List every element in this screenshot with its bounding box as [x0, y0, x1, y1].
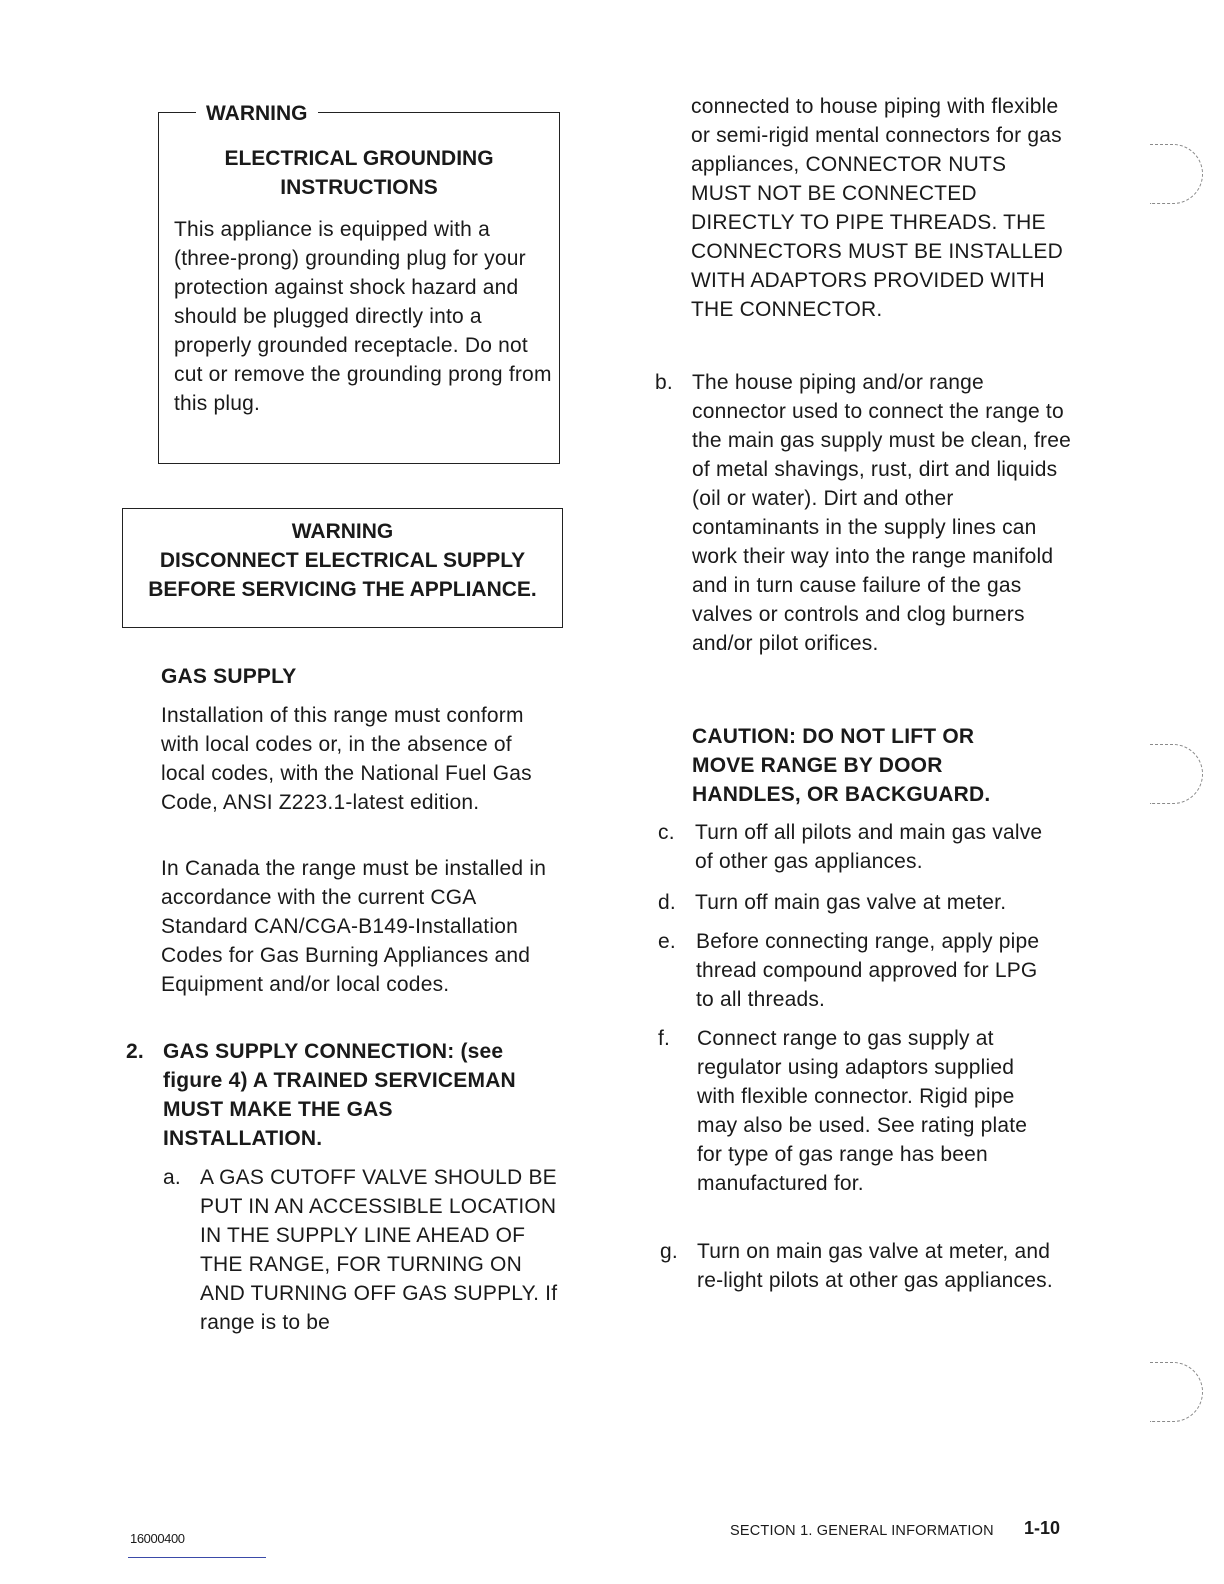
item-b-text: The house piping and/or range connector used to connect the range to the main gas supply must be clean, free of metal shavings, rust, dirt and liquids (oil or water). Dirt and other contaminants in the supply lines can work their way into the range manifold and in turn cause failure of the gas valves or controls and clog burners and/or pilot orifices.	[692, 371, 1072, 655]
warning-heading	[160, 144, 558, 202]
item-a-text: A GAS CUTOFF VALVE SHOULD BE PUT IN AN ACCESSIBLE LOCATION IN THE SUPPLY LINE AHEAD OF THE RANGE, FOR TURNING ON AND TURNING OFF GAS SUPPLY. If range is to be	[200, 1166, 558, 1334]
document-number: 16000400	[130, 1531, 185, 1546]
item-d-letter: d.	[658, 891, 676, 914]
gas-supply-paragraph-1: Installation of this range must conform with local codes or, in the absence of local codes, with the National Fuel Gas Code, ANSI Z223.1-latest edition.	[161, 704, 532, 814]
item-f-text: Connect range to gas supply at regulator using adaptors supplied with flexible connector. Rigid pipe may also be used. See rating plate for type of gas range has been manufactured for.	[697, 1027, 1028, 1195]
item-e-text: Before connecting range, apply pipe thread compound approved for LPG to all threads.	[696, 930, 1040, 1011]
item-g-text: Turn on main gas valve at meter, and re-light pilots at other gas appliances.	[697, 1240, 1053, 1292]
binder-hole	[1150, 1362, 1203, 1422]
gas-supply-heading: GAS SUPPLY	[161, 665, 297, 688]
footer-section-title: SECTION 1. GENERAL INFORMATION	[730, 1523, 994, 1539]
binder-hole	[1150, 144, 1203, 204]
item-c-letter: c.	[658, 821, 675, 844]
item-f-letter: f.	[658, 1027, 671, 1050]
warning-label: WARNING	[196, 100, 318, 128]
warning-disconnect-text	[124, 517, 561, 604]
warning-body: This appliance is equipped with a (three-prong) grounding plug for your protection against shock hazard and should be plugged directly into a properly grounded receptacle. Do not cut or remove the grounding prong from this plug.	[174, 218, 552, 415]
page-number: 1-10	[1024, 1518, 1061, 1538]
item-2-number: 2.	[126, 1040, 144, 1063]
warning-disconnect-line2: DISCONNECT ELECTRICAL SUPPLY	[159, 549, 526, 572]
item-a-letter: a.	[163, 1166, 181, 1189]
item-2-text: GAS SUPPLY CONNECTION: (see figure 4) A TRAINED SERVICEMAN MUST MAKE THE GAS INSTALLATION.	[163, 1040, 516, 1150]
warning-disconnect-line3: BEFORE SERVICING THE APPLIANCE.	[148, 578, 537, 601]
warning-heading-line2: INSTRUCTIONS	[280, 176, 438, 199]
item-e-letter: e.	[658, 930, 676, 953]
warning-disconnect-title: WARNING	[291, 520, 394, 543]
warning-heading-line1: ELECTRICAL GROUNDING	[224, 147, 494, 170]
item-g-letter: g.	[660, 1240, 678, 1263]
gas-supply-paragraph-2: In Canada the range must be installed in accordance with the current CGA Standard CAN/CGA-B149-Installation Codes for Gas Burning Appliances and Equipment and/or local codes.	[161, 857, 547, 996]
caution-text: CAUTION: DO NOT LIFT OR MOVE RANGE BY DOOR HANDLES, OR BACKGUARD.	[692, 725, 991, 806]
footer-rule	[128, 1557, 266, 1558]
item-c-text: Turn off all pilots and main gas valve of other gas appliances.	[695, 821, 1043, 873]
item-b-letter: b.	[655, 371, 673, 394]
item-d-text: Turn off main gas valve at meter.	[695, 891, 1007, 914]
item-a-continued: connected to house piping with flexible or semi-rigid mental connectors for gas appliances, CONNECTOR NUTS MUST NOT BE CONNECTED DIRECTLY TO PIPE THREADS. THE CONNECTORS MUST BE INSTALLED WITH ADAPTORS PROVIDED WITH THE CONNECTOR.	[691, 95, 1064, 321]
binder-hole	[1150, 744, 1203, 804]
